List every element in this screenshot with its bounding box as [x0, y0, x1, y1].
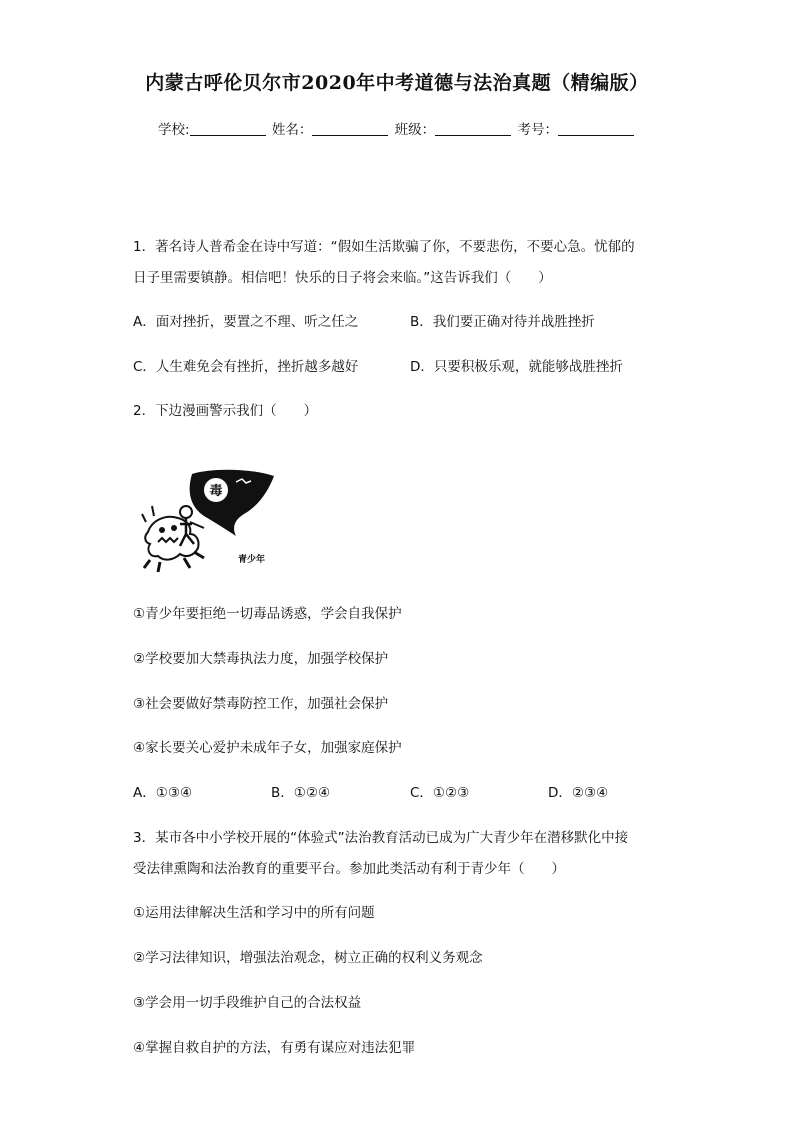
question-2-line-1: 2．下边漫画警示我们（ ） [133, 403, 318, 419]
cartoon-caption: 青少年 [238, 555, 266, 565]
school-blank[interactable] [190, 121, 266, 136]
question-2-statement-4: ④家长要关心爱护未成年子女，加强家庭保护 [133, 740, 402, 756]
page-title: 内蒙古呼伦贝尔市2020年中考道德与法治真题（精编版） [145, 72, 649, 94]
question-1-line-1: 1．著名诗人普希金在诗中写道：“假如生活欺骗了你，不要悲伤，不要心急。忧郁的 [133, 239, 635, 255]
question-1-option-b[interactable]: B．我们要正确对待并战胜挫折 [410, 314, 595, 330]
drug-badge-text: 毒 [209, 484, 223, 499]
question-3-statement-1: ①运用法律解决生活和学习中的所有问题 [133, 905, 375, 921]
question-3-line-1: 3．某市各中小学校开展的“体验式”法治教育活动已成为广大青少年在潜移默化中接 [133, 830, 629, 846]
exam-number-label: 考号： [517, 122, 558, 138]
student-info-line [0, 118, 794, 138]
question-3-line-2: 受法律熏陶和法治教育的重要平台。参加此类活动有利于青少年（ ） [133, 861, 565, 877]
question-3-statement-3: ③学会用一切手段维护自己的合法权益 [133, 995, 362, 1011]
name-blank[interactable] [312, 121, 388, 136]
question-2-option-c[interactable]: C．①②③ [410, 785, 470, 801]
question-2-option-b[interactable]: B．①②④ [271, 785, 331, 801]
question-3-statement-2: ②学习法律知识，增强法治观念，树立正确的权利义务观念 [133, 950, 483, 966]
exam-number-blank[interactable] [558, 121, 634, 136]
question-1-option-a[interactable]: A．面对挫折，要置之不理、听之任之 [133, 314, 359, 330]
question-2-option-a[interactable]: A．①③④ [133, 785, 193, 801]
anti-drug-cartoon [140, 462, 280, 577]
question-1-option-d[interactable]: D．只要积极乐观，就能够战胜挫折 [410, 359, 623, 375]
question-1-line-2: 日子里需要镇静。相信吧！快乐的日子将会来临。”这告诉我们（ ） [133, 270, 552, 286]
school-label: 学校: [158, 122, 190, 138]
question-3-statement-4: ④掌握自救自护的方法，有勇有谋应对违法犯罪 [133, 1040, 416, 1056]
question-2-statement-3: ③社会要做好禁毒防控工作，加强社会保护 [133, 696, 389, 712]
class-label: 班级： [394, 122, 436, 138]
question-2-statement-1: ①青少年要拒绝一切毒品诱惑，学会自我保护 [133, 606, 402, 622]
question-1-option-c[interactable]: C．人生难免会有挫折，挫折越多越好 [133, 359, 359, 375]
question-2-statement-2: ②学校要加大禁毒执法力度，加强学校保护 [133, 651, 389, 667]
name-label: 姓名： [271, 122, 313, 138]
question-2-option-d[interactable]: D．②③④ [548, 785, 609, 801]
class-blank[interactable] [435, 121, 511, 136]
